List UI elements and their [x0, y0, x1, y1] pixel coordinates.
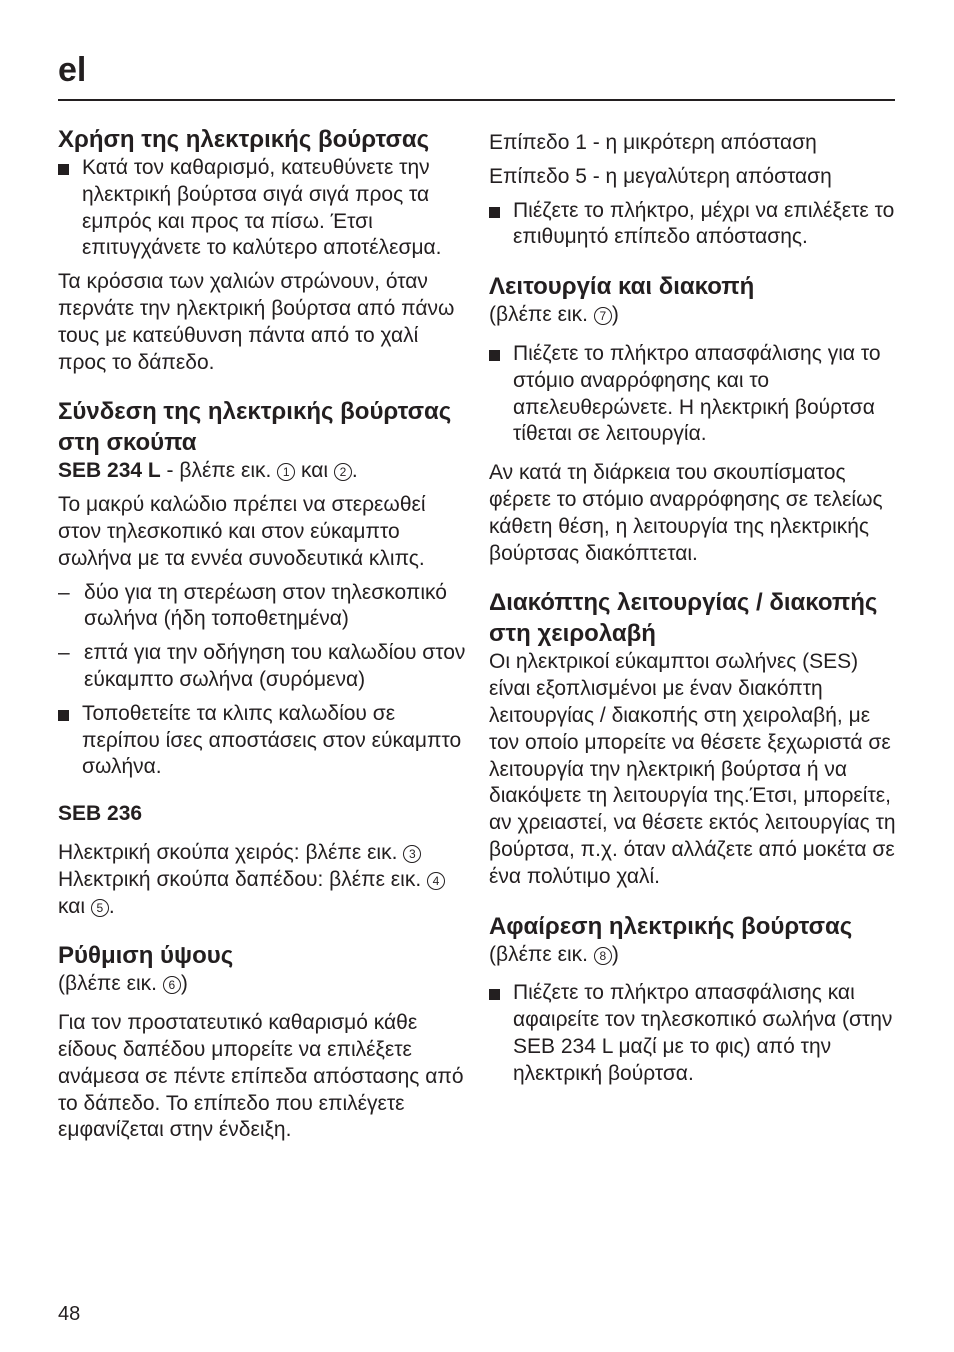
figure-reference: [489, 942, 901, 969]
bullet-text: Πιέζετε το πλήκτρο απασφάλισης για το στόμιο αναρρόφησης και το απελευθερώνετε. Η ηλεκτρική βούρτσα τίθεται σε λειτουργία.: [513, 341, 881, 446]
bullet-item: [489, 198, 901, 252]
paragraph: Αν κατά τη διάρκεια του σκουπίσματος φέρετε το στόμιο αναρρόφησης σε τελείως κάθετη θέση, η λειτουργία της ηλεκτρικής βούρτσας διακόπτεται.: [489, 461, 883, 565]
dash-symbol: –: [58, 580, 70, 604]
fig-number-4: 4: [427, 872, 445, 890]
bullet-item: [58, 155, 470, 262]
ref-text: ): [180, 972, 188, 996]
ref-text: - βλέπε εικ.: [160, 459, 278, 483]
model-name: SEB 234 L: [58, 459, 161, 483]
bullet-square-icon: [489, 207, 500, 218]
dash-item: [58, 640, 470, 694]
bullet-square-icon: [58, 164, 69, 175]
ref-text: (βλέπε εικ.: [489, 942, 594, 966]
model-reference: [58, 458, 470, 485]
paragraph: Το μακρύ καλώδιο πρέπει να στερεωθεί στον τηλεσκοπικό και στον εύκαμπτο σωλήνα με τα εννέα συνοδευτικά κλιπς.: [58, 493, 426, 570]
ref-text: ): [611, 942, 619, 966]
ref-text: ): [611, 303, 619, 327]
ref-text: Ηλεκτρική σκούπα δαπέδου: βλέπε εικ.: [58, 867, 428, 891]
right-column: [489, 124, 901, 1088]
ref-text: Ηλεκτρική σκούπα χειρός: βλέπε εικ.: [58, 840, 404, 864]
paragraph: Οι ηλεκτρικοί εύκαμπτοι σωλήνες (SES) είναι εξοπλισμένοι με έναν διακόπτη λειτουργίας / διακοπής στη χειρολαβή, με τον οποίο μπορείτε να θέσετε ξεχωριστά σε λειτουργία την ηλεκτρική βούρτσα ή να διακόψετε τη λειτουργία της.Έτσι, μπορείτε, αν χρειαστεί, να θέσετε εκτός λειτουργίας τη βούρτσα, π.χ. όταν αλλάζετε από μοκέτα σε ένα πολύτιμο χαλί.: [489, 650, 896, 888]
ref-text: (βλέπε εικ.: [489, 303, 594, 327]
fig-number-5: 5: [91, 899, 109, 917]
ref-text: (βλέπε εικ.: [58, 972, 163, 996]
bullet-text: Πιέζετε το πλήκτρο απασφάλισης και αφαιρείτε τον τηλεσκοπικό σωλήνα (στην SEB 234 L μαζί με το φις) από την ηλεκτρική βούρτσα.: [513, 981, 893, 1085]
section-title-height: Ρύθμιση ύψους: [58, 942, 234, 970]
section-title-connection: Σύνδεση της ηλεκτρικής βούρτσας στη σκούπα: [58, 398, 452, 457]
section-title-brush-use: Χρήση της ηλεκτρικής βούρτσας: [58, 126, 430, 153]
fig-number-1: 1: [277, 463, 295, 481]
fig-number-2: 2: [334, 463, 352, 481]
section-title-operation: Λειτουργία και διακοπή: [489, 273, 755, 301]
ref-text: .: [108, 894, 115, 918]
bullet-item: [489, 980, 901, 1087]
section-title-removal: Αφαίρεση ηλεκτρικής βούρτσας: [489, 912, 853, 940]
fig-number-6: 6: [163, 976, 181, 994]
figure-reference-line: [58, 867, 470, 921]
bullet-square-icon: [489, 989, 500, 1000]
bullet-square-icon: [58, 710, 69, 721]
language-code: el: [58, 51, 87, 89]
dash-text: επτά για την οδήγηση του καλωδίου στον εύκαμπτο σωλήνα (συρόμενα): [84, 641, 466, 691]
fig-number-7: 7: [594, 307, 612, 325]
ref-text: .: [351, 459, 358, 483]
bullet-text: Κατά τον καθαρισμό, κατευθύνετε την ηλεκτρική βούρτσα σιγά σιγά προς τα εμπρός και προς τα πίσω. Έτσι επιτυγχάνετε το καλύτερο αποτέλεσμα.: [82, 156, 442, 260]
ref-text: και: [58, 894, 91, 918]
fig-number-3: 3: [403, 845, 421, 863]
level-1-line: Επίπεδο 1 - η μικρότερη απόσταση: [489, 131, 817, 154]
ref-text: και: [295, 459, 334, 483]
left-column: [58, 124, 470, 1144]
model-heading: SEB 236: [58, 802, 143, 826]
bullet-item: [58, 701, 470, 781]
dash-symbol: –: [58, 641, 70, 665]
page-number: 48: [58, 1303, 81, 1325]
dash-item: [58, 580, 470, 634]
figure-reference: [489, 302, 901, 329]
paragraph: Τα κρόσσια των χαλιών στρώνουν, όταν περνάτε την ηλεκτρική βούρτσα από πάνω τους με κατεύθυνση πάντα από το χαλί προς το δάπεδο.: [58, 270, 455, 374]
section-title-handle-switch: Διακόπτης λειτουργίας / διακοπής στη χειρολαβή: [489, 589, 878, 648]
bullet-text: Πιέζετε το πλήκτρο, μέχρι να επιλέξετε το επιθυμητό επίπεδο απόστασης.: [513, 198, 895, 249]
dash-text: δύο για τη στερέωση στον τηλεσκοπικό σωλήνα (ήδη τοποθετημένα): [84, 580, 447, 631]
figure-reference: [58, 971, 470, 998]
header-rule: [58, 99, 895, 101]
bullet-item: [489, 341, 901, 448]
level-5-line: Επίπεδο 5 - η μεγαλύτερη απόσταση: [489, 164, 832, 188]
paragraph: Για τον προστατευτικό καθαρισμό κάθε είδους δαπέδου μπορείτε να επιλέξετε ανάμεσα σε πέντε επίπεδα απόστασης από το δάπεδο. Το επίπεδο που επιλέγετε εμφανίζεται στην ένδειξη.: [58, 1011, 464, 1142]
figure-reference-line: [58, 840, 470, 867]
bullet-square-icon: [489, 350, 500, 361]
bullet-text: Τοποθετείτε τα κλιπς καλωδίου σε περίπου ίσες αποστάσεις στον εύκαμπτο σωλήνα.: [82, 701, 462, 779]
fig-number-8: 8: [594, 947, 612, 965]
